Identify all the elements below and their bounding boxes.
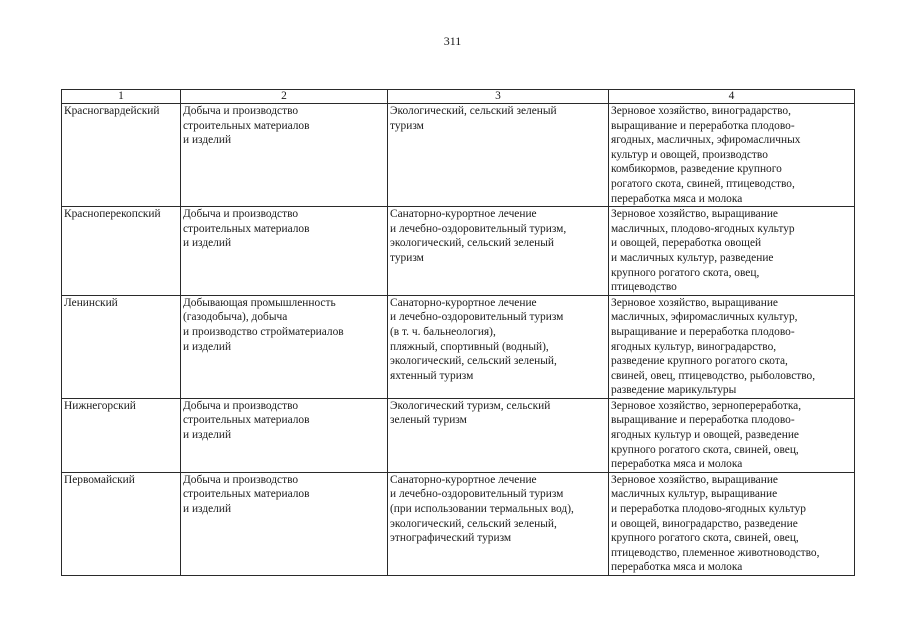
district-cell: Первомайский xyxy=(62,472,181,575)
cell-text-line: и лечебно-оздоровительный туризм xyxy=(390,488,564,501)
cell-text-line: Добывающая промышленность xyxy=(183,296,336,309)
cell-text-line: и производство стройматериалов xyxy=(183,325,344,338)
cell-text-line: масличных, эфиромасличных культур, xyxy=(611,311,798,324)
agriculture-cell xyxy=(609,295,855,398)
cell-text-line: выращивание и переработка плодово- xyxy=(611,119,795,132)
cell-text-line: Экологический, сельский зеленый xyxy=(390,105,557,117)
agriculture-cell xyxy=(609,207,855,296)
cell-text-line: яхтенный туризм xyxy=(390,369,474,382)
cell-text-line: птицеводство xyxy=(611,281,677,294)
tourism-cell xyxy=(388,104,609,207)
cell-text-line: крупного рогатого скота, свиней, овец, xyxy=(611,532,799,545)
tourism-cell xyxy=(388,295,609,398)
cell-text-line: туризм xyxy=(390,119,424,132)
cell-text-line: Зерновое хозяйство, выращивание xyxy=(611,208,778,221)
cell-text-line: переработка мяса и молока xyxy=(611,458,743,471)
table-row xyxy=(62,104,855,207)
cell-text-line: пляжный, спортивный (водный), xyxy=(390,340,549,353)
cell-text-line: и лечебно-оздоровительный туризм, xyxy=(390,222,567,235)
table-row xyxy=(62,398,855,472)
cell-text-line: разведение крупного рогатого скота, xyxy=(611,355,788,368)
cell-text-line: и овощей, виноградарство, разведение xyxy=(611,517,798,530)
cell-text-line: птицеводство, племенное животноводство, xyxy=(611,546,820,559)
cell-text-line: Зерновое хозяйство, виноградарство, xyxy=(611,105,791,117)
agriculture-cell xyxy=(609,398,855,472)
cell-text-line: экологический, сельский зеленый xyxy=(390,237,554,250)
cell-text-line: (в т. ч. бальнеология), xyxy=(390,325,496,338)
district-cell: Ленинский xyxy=(62,295,181,398)
cell-text-line: переработка мяса и молока xyxy=(611,561,743,574)
cell-text-line: выращивание и переработка плодово- xyxy=(611,414,795,427)
cell-text-line: ягодных культур и овощей, разведение xyxy=(611,429,799,442)
cell-text-line: Добыча и производство xyxy=(183,105,299,117)
cell-text-line: культур и овощей, производство xyxy=(611,148,768,161)
column-header-1: 1 xyxy=(62,90,181,104)
district-cell: Красногвардейский xyxy=(62,104,181,207)
cell-text-line: масличных, плодово-ягодных культур xyxy=(611,222,795,235)
district-cell: Красноперекопский xyxy=(62,207,181,296)
cell-text-line: и переработка плодово-ягодных культур xyxy=(611,503,806,516)
cell-text-line: Санаторно-курортное лечение xyxy=(390,208,537,221)
table-row xyxy=(62,207,855,296)
industry-cell xyxy=(181,207,388,296)
header-row xyxy=(62,90,855,104)
table-header xyxy=(62,90,855,104)
cell-text-line: ягодных, масличных, эфиромасличных xyxy=(611,134,801,147)
districts-table xyxy=(61,89,855,576)
cell-text-line: разведение марикультуры xyxy=(611,384,737,397)
district-cell: Нижнегорский xyxy=(62,398,181,472)
table-row xyxy=(62,472,855,575)
cell-text-line: экологический, сельский зеленый, xyxy=(390,355,557,368)
cell-text-line: и лечебно-оздоровительный туризм xyxy=(390,311,564,324)
cell-text-line: и изделий xyxy=(183,340,232,353)
table-row xyxy=(62,295,855,398)
cell-text-line: переработка мяса и молока xyxy=(611,192,743,205)
cell-text-line: и изделий xyxy=(183,429,232,442)
cell-text-line: Добыча и производство xyxy=(183,473,299,486)
column-header-4: 4 xyxy=(609,90,855,104)
tourism-cell xyxy=(388,472,609,575)
cell-text-line: Зерновое хозяйство, зернопереработка, xyxy=(611,399,802,412)
industry-cell xyxy=(181,472,388,575)
cell-text-line: выращивание и переработка плодово- xyxy=(611,325,795,338)
cell-text-line: ягодных культур, виноградарство, xyxy=(611,340,777,353)
cell-text-line: Экологический туризм, сельский xyxy=(390,399,551,412)
cell-text-line: рогатого скота, свиней, птицеводство, xyxy=(611,177,795,190)
agriculture-cell xyxy=(609,104,855,207)
cell-text-line: Зерновое хозяйство, выращивание xyxy=(611,473,778,486)
cell-text-line: и изделий xyxy=(183,237,232,250)
agriculture-cell xyxy=(609,472,855,575)
cell-text-line: и масличных культур, разведение xyxy=(611,251,774,264)
cell-text-line: Добыча и производство xyxy=(183,399,299,412)
cell-text-line: Добыча и производство xyxy=(183,208,299,221)
cell-text-line: и овощей, переработка овощей xyxy=(611,237,762,250)
cell-text-line: строительных материалов xyxy=(183,222,310,235)
cell-text-line: строительных материалов xyxy=(183,414,310,427)
cell-text-line: этнографический туризм xyxy=(390,532,512,545)
cell-text-line: Санаторно-курортное лечение xyxy=(390,296,537,309)
cell-text-line: зеленый туризм xyxy=(390,414,467,427)
industry-cell xyxy=(181,104,388,207)
page-number: 311 xyxy=(443,34,462,48)
cell-text-line: комбикормов, разведение крупного xyxy=(611,163,782,176)
cell-text-line: крупного рогатого скота, свиней, овец, xyxy=(611,443,799,456)
cell-text-line: Зерновое хозяйство, выращивание xyxy=(611,296,778,309)
cell-text-line: (газодобыча), добыча xyxy=(183,311,288,324)
tourism-cell xyxy=(388,207,609,296)
cell-text-line: масличных культур, выращивание xyxy=(611,488,778,501)
cell-text-line: (при использовании термальных вод), xyxy=(390,503,574,516)
cell-text-line: Санаторно-курортное лечение xyxy=(390,473,537,486)
cell-text-line: строительных материалов xyxy=(183,488,310,501)
tourism-cell xyxy=(388,398,609,472)
table-body xyxy=(62,104,855,576)
industry-cell xyxy=(181,398,388,472)
column-header-3: 3 xyxy=(388,90,609,104)
cell-text-line: экологический, сельский зеленый, xyxy=(390,517,557,530)
cell-text-line: туризм xyxy=(390,251,424,264)
cell-text-line: свиней, овец, птицеводство, рыболовство, xyxy=(611,369,816,382)
column-header-2: 2 xyxy=(181,90,388,104)
cell-text-line: и изделий xyxy=(183,134,232,147)
industry-cell xyxy=(181,295,388,398)
cell-text-line: и изделий xyxy=(183,503,232,516)
cell-text-line: строительных материалов xyxy=(183,119,310,132)
cell-text-line: крупного рогатого скота, овец, xyxy=(611,266,760,279)
